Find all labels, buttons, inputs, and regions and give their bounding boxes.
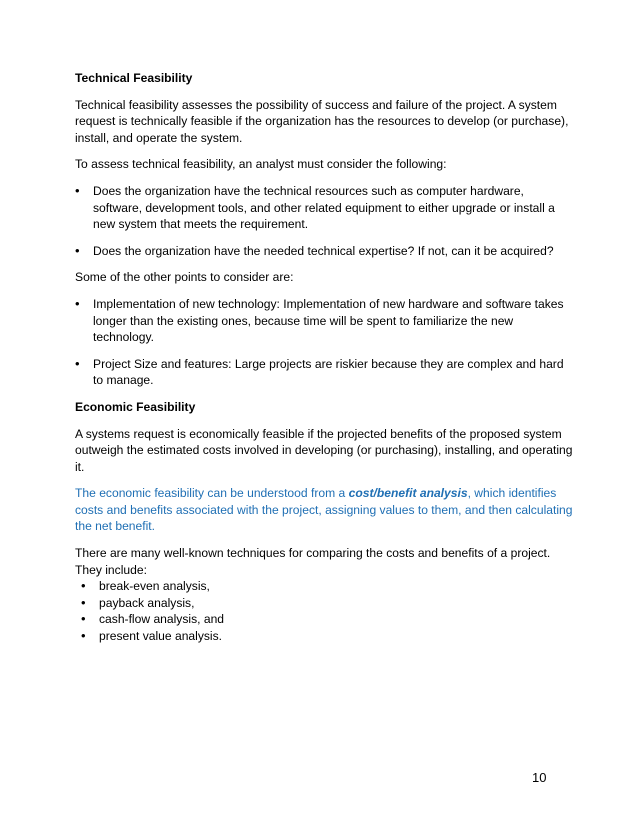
list-item: • Does the organization have the technical resources such as computer hardware, software, development tools, and other related equipment to either upgrade or install a new system that meets the requirement.	[75, 183, 575, 233]
cost-benefit-text-after: , which identifies costs and benefits associated with the project, assigning values to them, and then calculating the net benefit.	[75, 486, 573, 534]
technical-considerations-list	[75, 183, 575, 259]
techniques-intro-paragraph: There are many well-known techniques for comparing the costs and benefits of a project. They include:	[75, 546, 551, 577]
other-points-list	[75, 296, 575, 389]
cost-benefit-emphasis: cost/benefit analysis	[348, 486, 468, 501]
list-item: • cash-flow analysis, and	[81, 611, 575, 628]
document-page	[75, 70, 575, 645]
list-item: • break-even analysis,	[81, 578, 575, 595]
technical-assess-paragraph: To assess technical feasibility, an analyst must consider the following:	[75, 157, 447, 172]
technical-intro-paragraph: Technical feasibility assesses the possibility of success and failure of the project. A system request is technically feasible if the organization has the resources to develop (or purchase), install, and operate the system.	[75, 97, 569, 145]
cost-benefit-paragraph	[75, 485, 575, 535]
list-item: • present value analysis.	[81, 628, 575, 645]
list-item: • Does the organization have the needed technical expertise? If not, can it be acquired?	[75, 243, 575, 260]
page-number: 10	[532, 770, 547, 785]
techniques-list	[75, 578, 575, 644]
list-item: • Project Size and features: Large projects are riskier because they are complex and hard to manage.	[75, 356, 575, 389]
list-item: • payback analysis,	[81, 595, 575, 612]
economic-intro-paragraph: A systems request is economically feasible if the projected benefits of the proposed system outweigh the estimated costs involved in developing (or purchasing), installing, and operating it.	[75, 426, 573, 474]
list-item: • Implementation of new technology: Implementation of new hardware and software takes longer than the existing ones, because time will be spent to familiarize the new technology.	[75, 296, 575, 346]
other-points-paragraph: Some of the other points to consider are:	[75, 270, 294, 285]
cost-benefit-text-before: The economic feasibility can be understood from a	[75, 486, 349, 501]
technical-feasibility-heading: Technical Feasibility	[75, 71, 193, 85]
economic-feasibility-heading: Economic Feasibility	[75, 399, 196, 414]
